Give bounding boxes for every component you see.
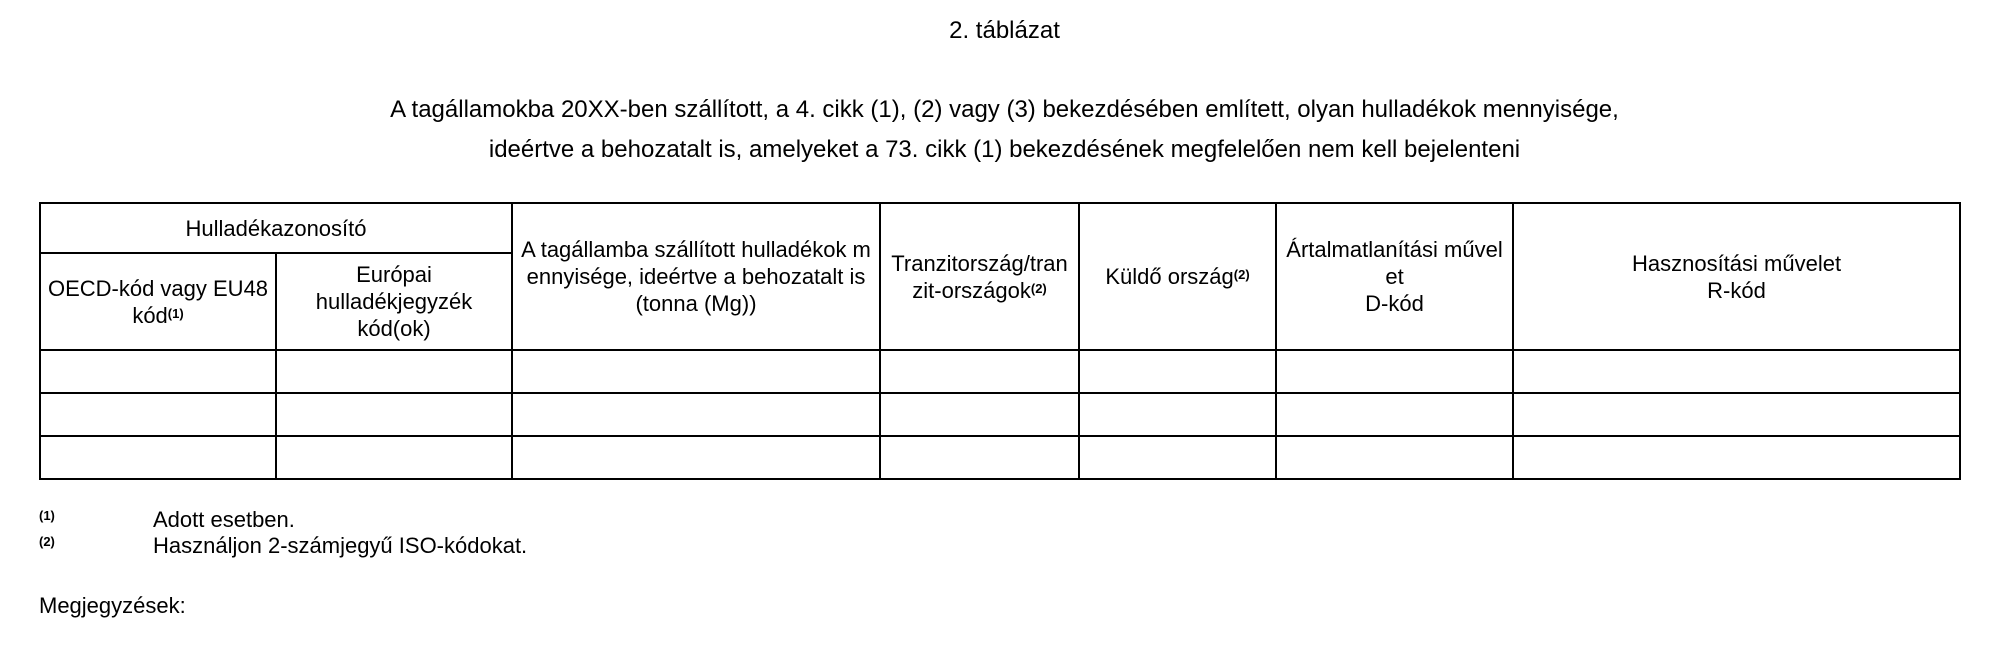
table-cell[interactable] — [1276, 393, 1513, 436]
recovery-operation-header — [1513, 203, 1960, 350]
table-cell[interactable] — [40, 393, 276, 436]
table-cell[interactable] — [1079, 393, 1276, 436]
waste-shipment-table — [39, 202, 1961, 480]
table-cell[interactable] — [880, 436, 1079, 479]
european-waste-list-header — [276, 253, 512, 350]
table-cell[interactable] — [1276, 350, 1513, 393]
table-row — [40, 350, 1960, 393]
table-cell[interactable] — [276, 350, 512, 393]
table-row — [40, 436, 1960, 479]
footnote-ref-1: (1) — [167, 305, 184, 321]
table-cell[interactable] — [512, 436, 880, 479]
table-cell[interactable] — [1513, 393, 1960, 436]
footnote-text: Adott esetben. — [153, 507, 295, 532]
table-cell[interactable] — [512, 350, 880, 393]
table-cell[interactable] — [40, 350, 276, 393]
disposal-code-label: D-kód — [1365, 291, 1424, 316]
header-row-1 — [40, 203, 1960, 253]
table-title-line-1: A tagállamokba 20XX-ben szállított, a 4. cikk (1), (2) vagy (3) bekezdésében említett, olyan hulladékok mennyisége, — [390, 96, 1619, 123]
table-title — [0, 90, 2009, 170]
table-cell[interactable] — [276, 436, 512, 479]
table-row — [40, 393, 1960, 436]
table-cell[interactable] — [40, 436, 276, 479]
table-cell[interactable] — [276, 393, 512, 436]
table-cell[interactable] — [512, 393, 880, 436]
footnote-mark: (1) — [39, 508, 55, 523]
european-waste-list-label: Európai hulladékjegyzék kód(ok) — [315, 262, 473, 341]
table-cell[interactable] — [880, 350, 1079, 393]
transit-country-header — [880, 203, 1079, 350]
footnote-ref-2: (2) — [1030, 280, 1047, 296]
footnote-text: Használjon 2-számjegyű ISO-kódokat. — [153, 533, 528, 558]
sender-country-label: Küldő ország — [1105, 264, 1234, 289]
recovery-operation-label: Hasznosítási művelet — [1631, 250, 1842, 276]
table-cell[interactable] — [1513, 436, 1960, 479]
oecd-code-header — [40, 253, 276, 350]
disposal-operation-label: Ártalmatlanítási művelet — [1286, 237, 1503, 289]
disposal-operation-header — [1276, 203, 1513, 350]
table-number: 2. táblázat — [949, 17, 1060, 44]
oecd-code-label: OECD-kód vagy EU48 kód — [47, 275, 269, 328]
quantity-header — [512, 203, 880, 350]
transit-country-label: Tranzitország/tranzit-országok — [891, 250, 1068, 303]
waste-identifier-header: Hulladékazonosító — [40, 203, 512, 253]
sender-country-header — [1079, 203, 1276, 350]
table-cell[interactable] — [1079, 436, 1276, 479]
table-cell[interactable] — [880, 393, 1079, 436]
footnote-mark: (2) — [39, 534, 55, 549]
table-cell[interactable] — [1079, 350, 1276, 393]
footnote-ref-2: (2) — [1233, 267, 1250, 282]
table-title-line-2: ideértve a behozatalt is, amelyeket a 73. cikk (1) bekezdésének megfelelően nem kell bejelenteni — [488, 136, 1521, 163]
table-cell[interactable] — [1513, 350, 1960, 393]
table-cell[interactable] — [1276, 436, 1513, 479]
recovery-code-label: R-kód — [1707, 277, 1766, 303]
quantity-header-label: A tagállamba szállított hulladékok mennyisége, ideértve a behozatalt is (tonna (Mg)) — [521, 237, 871, 316]
notes-label: Megjegyzések: — [39, 593, 186, 618]
